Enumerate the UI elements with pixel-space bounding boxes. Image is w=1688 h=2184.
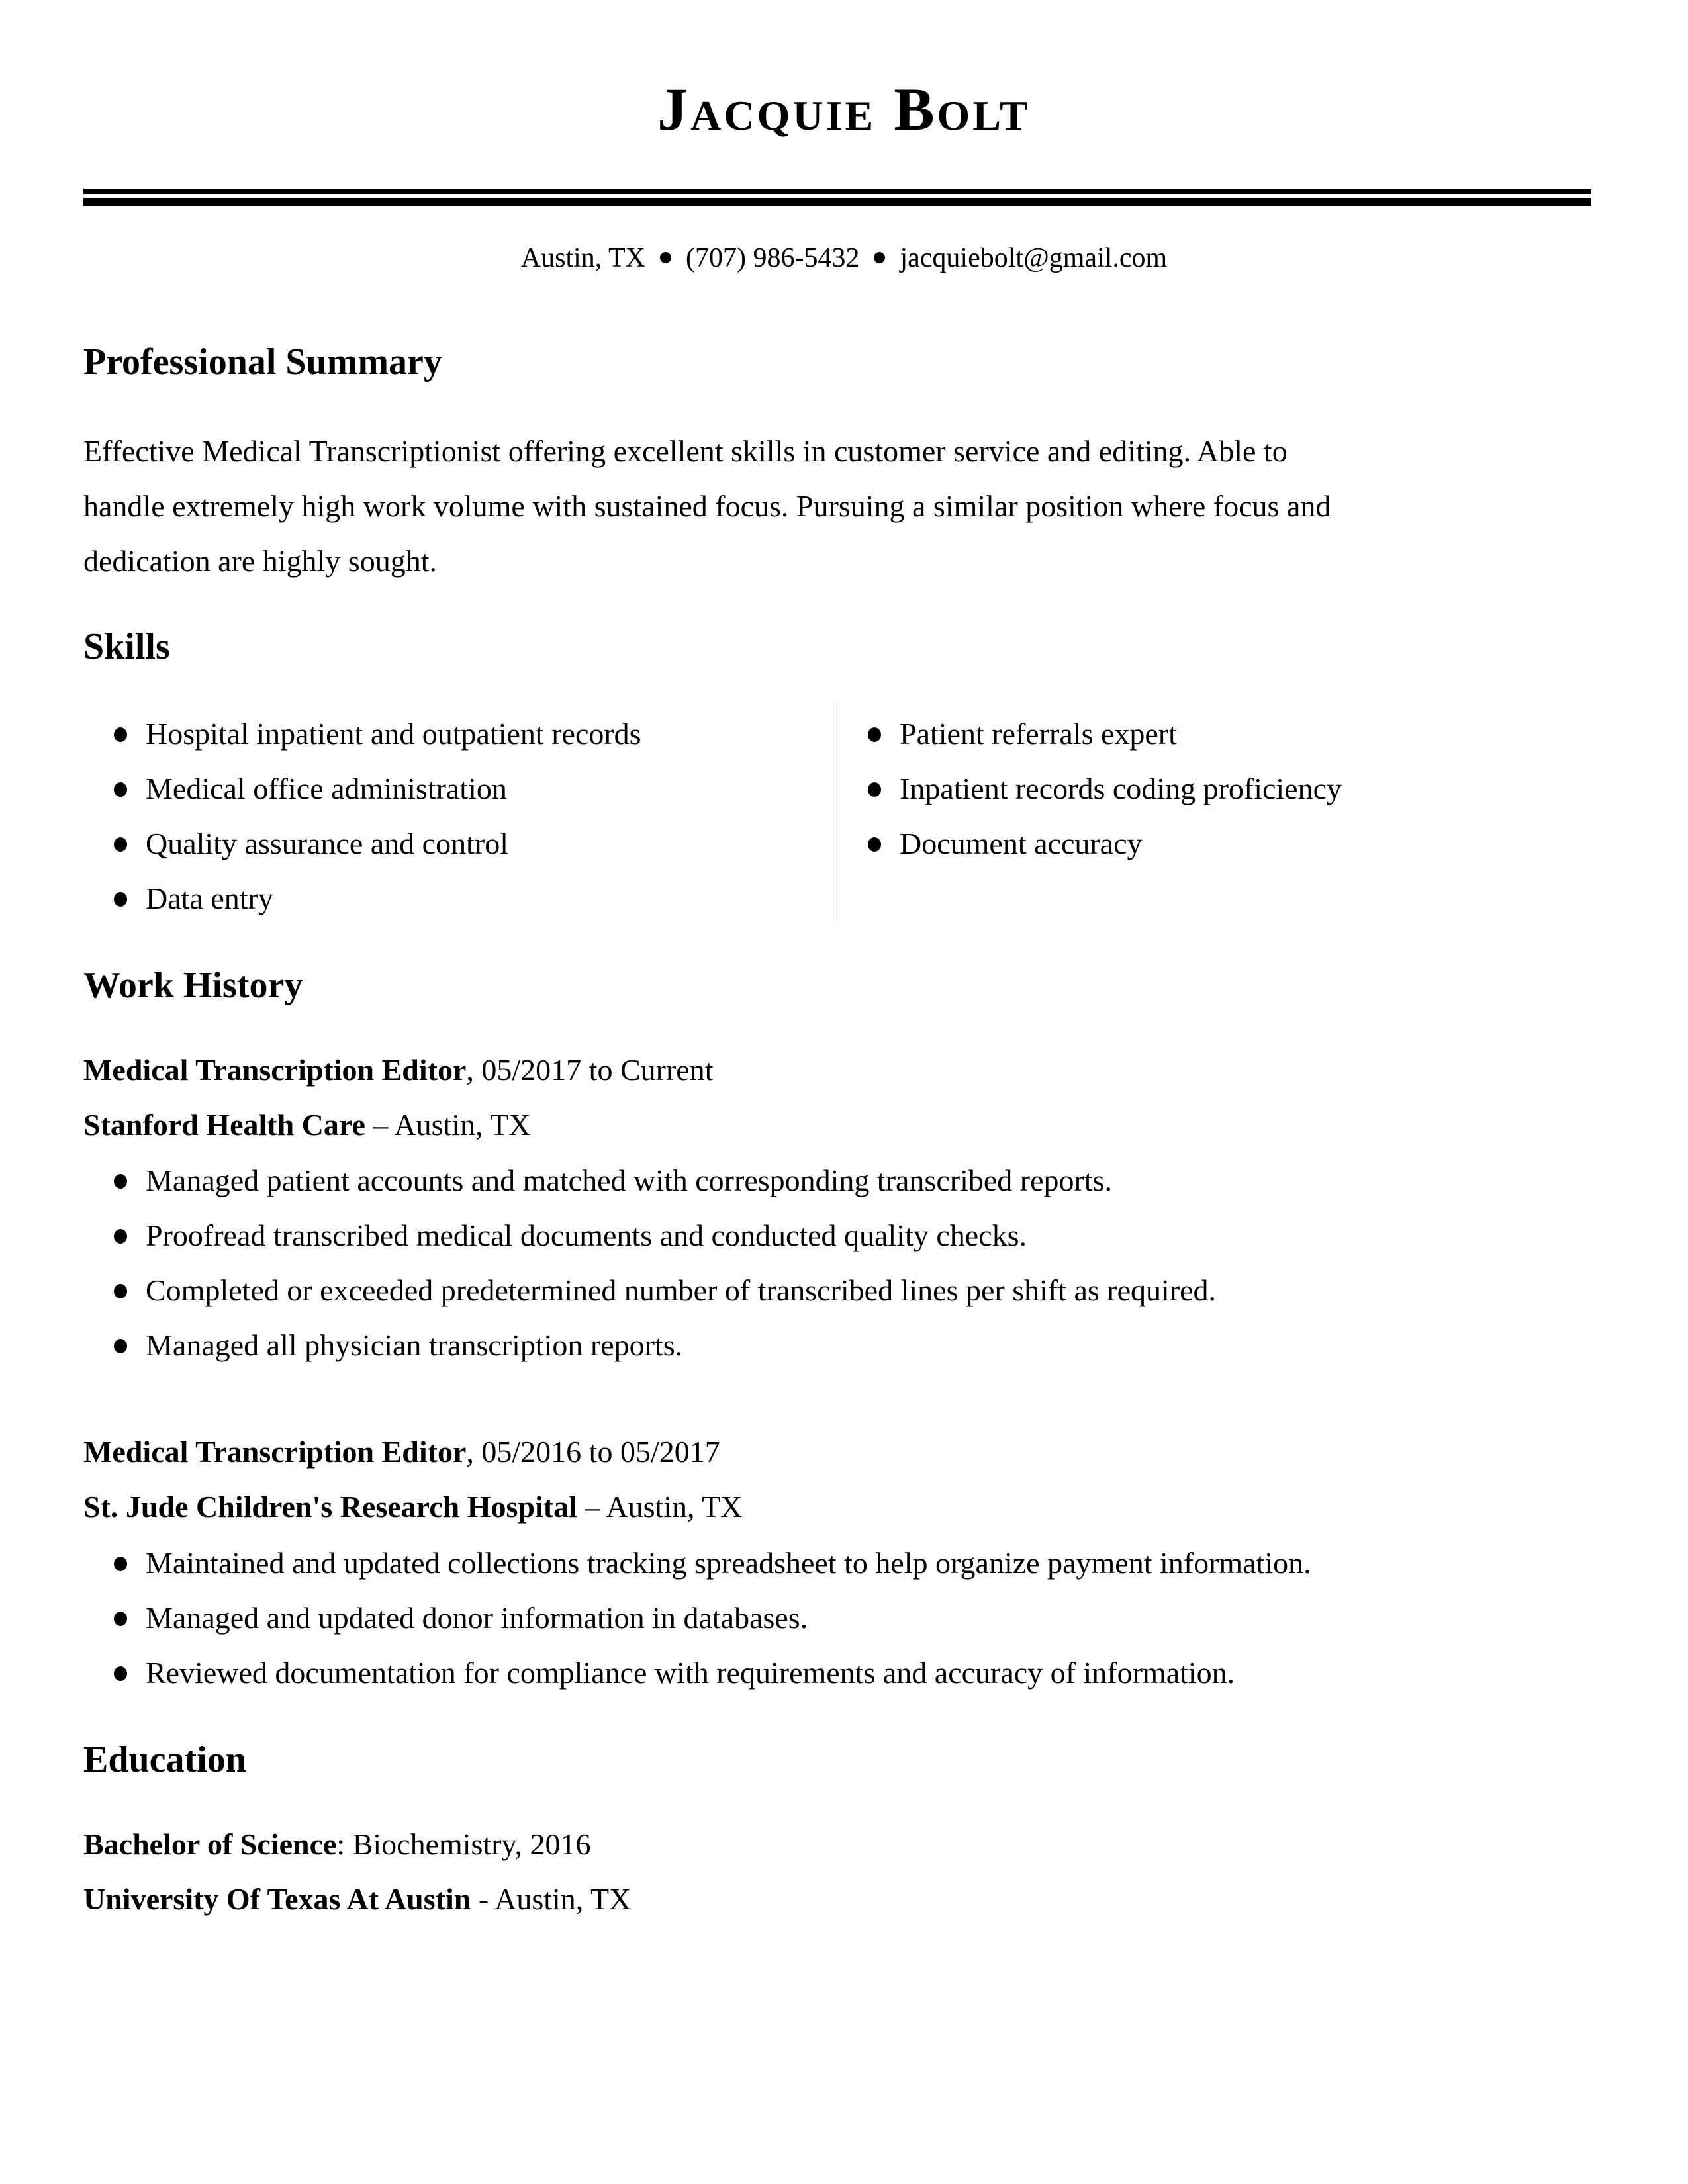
- skill-item: Medical office administration: [83, 761, 641, 816]
- job-bullet: Managed and updated donor information in databases.: [83, 1590, 1311, 1645]
- school-location: - Austin, TX: [471, 1882, 632, 1916]
- job-dates: , 05/2016 to 05/2017: [466, 1435, 720, 1469]
- skills-list-right: [837, 706, 1342, 871]
- employer-name: Stanford Health Care: [83, 1108, 365, 1142]
- section-title-work-history: Work History: [83, 965, 303, 1006]
- summary-text: [83, 424, 1599, 588]
- contact-line: [0, 242, 1688, 274]
- job-title-line: [83, 1052, 713, 1087]
- employer-location: – Austin, TX: [577, 1490, 743, 1524]
- contact-phone: (707) 986-5432: [686, 243, 860, 273]
- summary-line: dedication are highly sought.: [83, 544, 437, 578]
- contact-email: jacquiebolt@gmail.com: [900, 243, 1168, 273]
- job-bullet: Managed patient accounts and matched with corresponding transcribed reports.: [83, 1153, 1216, 1208]
- job-dates: , 05/2017 to Current: [466, 1053, 714, 1087]
- job-bullets: [83, 1153, 1216, 1373]
- skill-item: Quality assurance and control: [83, 816, 641, 871]
- job-bullets: [83, 1535, 1311, 1700]
- skills-list-left: [83, 706, 641, 926]
- skill-item: Inpatient records coding proficiency: [837, 761, 1342, 816]
- job-bullet: Maintained and updated collections tracking spreadsheet to help organize payment information.: [83, 1535, 1311, 1590]
- contact-location: Austin, TX: [520, 243, 646, 273]
- degree-field: : Biochemistry, 2016: [336, 1827, 591, 1861]
- school-line: [83, 1882, 631, 1917]
- degree-name: Bachelor of Science: [83, 1827, 337, 1861]
- job-title: Medical Transcription Editor: [83, 1053, 467, 1087]
- section-title-summary: Professional Summary: [83, 341, 442, 383]
- summary-line: Effective Medical Transcriptionist offering excellent skills in customer service and editing. Able to: [83, 434, 1288, 468]
- skill-item: Patient referrals expert: [837, 706, 1342, 761]
- header-rule-thick: [83, 198, 1591, 206]
- summary-line: handle extremely high work volume with sustained focus. Pursuing a similar position where focus and: [83, 489, 1331, 523]
- job-bullet: Completed or exceeded predetermined number of transcribed lines per shift as required.: [83, 1263, 1216, 1318]
- skill-item: Hospital inpatient and outpatient records: [83, 706, 641, 761]
- candidate-name: Jacquie Bolt: [657, 75, 1031, 143]
- section-title-education: Education: [83, 1739, 246, 1780]
- job-bullet: Managed all physician transcription reports.: [83, 1318, 1216, 1373]
- job-bullet: Proofread transcribed medical documents and conducted quality checks.: [83, 1208, 1216, 1263]
- job-title: Medical Transcription Editor: [83, 1435, 467, 1469]
- bullet-separator-icon: [874, 252, 885, 263]
- job-title-line: [83, 1434, 720, 1469]
- skill-item: Document accuracy: [837, 816, 1342, 871]
- job-bullet: Reviewed documentation for compliance with requirements and accuracy of information.: [83, 1645, 1311, 1700]
- employer-location: – Austin, TX: [365, 1108, 531, 1142]
- degree-line: [83, 1827, 591, 1862]
- section-title-skills: Skills: [83, 626, 170, 667]
- employer-line: [83, 1107, 531, 1142]
- school-name: University Of Texas At Austin: [83, 1882, 471, 1916]
- employer-line: [83, 1489, 743, 1524]
- header-rule-thin: [83, 189, 1591, 194]
- bullet-separator-icon: [660, 252, 671, 263]
- employer-name: St. Jude Children's Research Hospital: [83, 1490, 577, 1524]
- skill-item: Data entry: [83, 871, 641, 926]
